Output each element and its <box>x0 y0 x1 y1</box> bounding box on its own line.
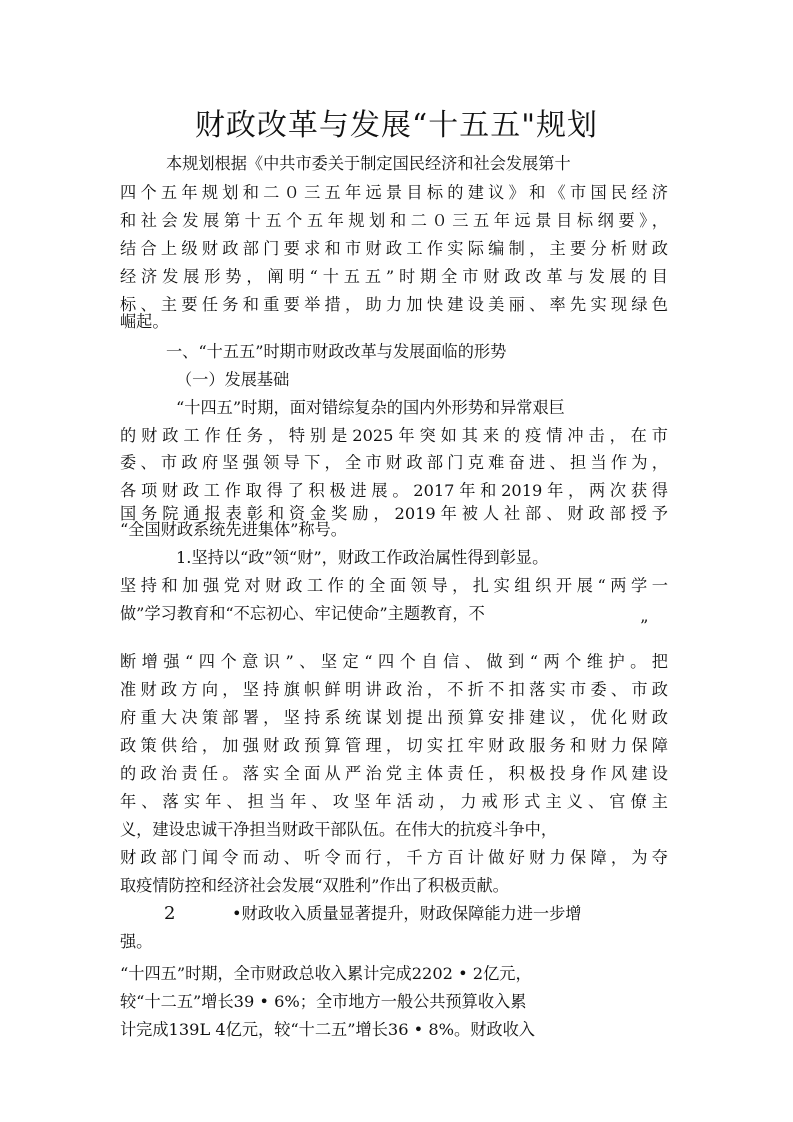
paragraph-line: •财政收入质量显著提升，财政保障能力进一步增 <box>232 904 582 923</box>
paragraph-line: 四个五年规划和二０三五年远景目标的建议》和《市国民经济 <box>120 183 668 202</box>
paragraph-line: 断增强“四个意识”、坚定“四个自信、做到“两个维护。把 <box>120 652 668 671</box>
stray-quote-mark: ” <box>640 616 649 635</box>
paragraph-line: 的财政工作任务，特别是2025年突如其来的疫情冲击，在市 <box>120 426 668 445</box>
paragraph-line: 年、落实年、担当年、攻坚年活动，力戒形式主义、官僚主 <box>120 792 668 811</box>
paragraph-line: 计完成139L 4亿元，较“十二五”增长36 • 8%。财政收入 <box>120 1020 535 1039</box>
paragraph-line: 经济发展形势，阐明“十五五”时期全市财政改革与发展的目 <box>120 267 668 286</box>
paragraph-line: 各项财政工作取得了积极进展。2017年和2019年，两次获得 <box>120 481 668 500</box>
paragraph-line: 准财政方向，坚持旗帜鲜明讲政治，不折不扣落实市委、市政 <box>120 680 668 699</box>
paragraph-line: 的政治责任。落实全面从严治党主体责任，积极投身作风建设 <box>120 764 668 783</box>
paragraph-line: 财政部门闻令而动、听令而行，千方百计做好财力保障，为夺 <box>120 848 668 867</box>
paragraph-line: 义，建设忠诚干净担当财政干部队伍。在伟大的抗疫斗争中， <box>120 820 558 839</box>
paragraph-line: 国务院通报表彰和资金奖励，2019年被人社部、财政部授予 <box>120 504 668 523</box>
subsection-heading: （一）发展基础 <box>176 370 290 389</box>
paragraph-line: 委、市政府坚强领导下，全市财政部门克难奋进、担当作为， <box>120 453 668 472</box>
paragraph-line: 崛起。 <box>120 312 169 331</box>
paragraph-line: “十四五”时期，全市财政总收入累计完成2202 • 2亿元， <box>120 964 532 983</box>
document-title: 财政改革与发展“十五五"规划 <box>194 108 599 143</box>
paragraph-line: “十四五”时期，面对错综复杂的国内外形势和异常艰巨 <box>176 398 565 417</box>
paragraph-line: 较“十二五”增长39 • 6%；全市地方一般公共预算收入累 <box>120 992 527 1011</box>
paragraph-line: 和社会发展第十五个五年规划和二０三五年远景目标纲要》， <box>120 211 668 230</box>
paragraph-line: 府重大决策部署，坚持系统谋划提出预算安排建议，优化财政 <box>120 708 668 727</box>
paragraph-line: 强。 <box>120 932 153 951</box>
paragraph-line: 坚持和加强党对财政工作的全面领导，扎实组织开展“两学一 <box>120 576 668 595</box>
paragraph-line: 做”学习教育和“不忘初心、牢记使命”主题教育，不 <box>120 604 485 623</box>
item-number: 2 <box>164 903 176 924</box>
paragraph-line: 本规划根据《中共市委关于制定国民经济和社会发展第十 <box>166 154 571 173</box>
paragraph-line: 政策供给，加强财政预算管理，切实扛牢财政服务和财力保障 <box>120 736 668 755</box>
paragraph-line: 1.坚持以“政”领“财”，财政工作政治属性得到彰显。 <box>176 548 549 567</box>
section-heading: 一、“十五五”时期市财政改革与发展面临的形势 <box>166 342 507 361</box>
paragraph-line: 取疫情防控和经济社会发展“双胜利”作出了积极贡献。 <box>120 876 509 895</box>
paragraph-line: 标、主要任务和重要举措，助力加快建设美丽、率先实现绿色 <box>120 295 668 314</box>
paragraph-line: “全国财政系统先进集体”称号。 <box>120 520 347 539</box>
paragraph-line: 结合上级财政部门要求和市财政工作实际编制，主要分析财政 <box>120 239 668 258</box>
